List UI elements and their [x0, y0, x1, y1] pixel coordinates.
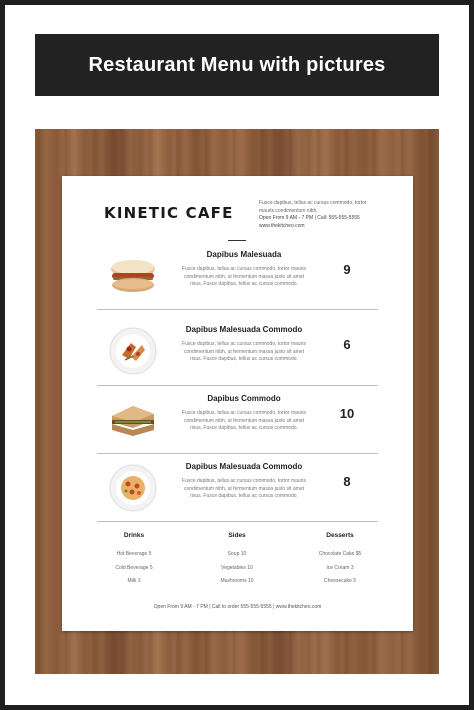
item-description-line: risus. Fusce dapibus, tellus ac cursus commodo. [190, 281, 298, 287]
column-row: Cheesecake 5 [324, 578, 356, 584]
menu-item [97, 242, 378, 310]
header-info [259, 200, 399, 230]
column-row: Milk 3 [127, 578, 141, 584]
item-description-line: condimentum nibh, ut fermentum massa justo sit amet [183, 485, 305, 492]
banner-title: Restaurant Menu with pictures [88, 53, 386, 76]
pasta-plate-photo-icon [109, 464, 157, 512]
desserts-column [295, 532, 385, 589]
menu-footer: Open From 9 AM - 7 PM | Call to order 555-555-5555 | www.thekitcheo.com [153, 604, 322, 610]
column-row: Ice Cream 3 [326, 564, 354, 571]
toast-sandwich-photo-icon [109, 396, 157, 444]
menu-sheet [62, 176, 413, 631]
item-description-line: Fusce dapibus, tellus ac cursus commodo, tortor mauris [182, 478, 306, 484]
item-divider [97, 309, 378, 310]
menu-item [97, 386, 378, 454]
item-description-line: risus. Fusce dapibus, tellus ac cursus commodo. [190, 493, 298, 499]
item-price: 6 [343, 337, 351, 352]
item-description-line: risus. Fusce dapibus, tellus ac cursus commodo. [190, 425, 298, 431]
title-divider [228, 240, 246, 241]
menu-item [97, 454, 378, 522]
item-description [177, 341, 311, 364]
plated-dish-photo-icon [109, 327, 157, 375]
sandwich-photo-icon [109, 252, 157, 300]
column-row: Vegetables 10 [221, 564, 253, 571]
item-description [177, 266, 311, 289]
header-hours: Open From 9 AM - 7 PM | Call: 555-555-5555 [259, 215, 360, 221]
item-name: Dapibus Malesuada Commodo [185, 325, 303, 334]
column-title: Sides [228, 532, 246, 539]
item-description-line: Fusce dapibus, tellus ac cursus commodo, tortor mauris [182, 266, 306, 272]
header-info-line: Fusce dapibus, tellus ac cursus commodo, tortor [259, 200, 367, 206]
item-description-line: Fusce dapibus, tellus ac cursus commodo, tortor mauris [182, 341, 306, 347]
item-price: 10 [339, 406, 355, 421]
item-divider [97, 521, 378, 522]
item-description-line: condimentum nibh, ut fermentum massa justo sit amet [183, 273, 305, 280]
column-row: Soup 10 [227, 551, 247, 557]
header-info-line: mauris condimentum nibh, [259, 207, 318, 214]
item-description-line: condimentum nibh, ut fermentum massa justo sit amet [183, 348, 305, 355]
item-description-line: Fusce dapibus, tellus ac cursus commodo, tortor mauris [182, 410, 306, 416]
item-description-line: risus. Fusce dapibus, tellus ac cursus commodo. [190, 356, 298, 362]
column-title: Desserts [326, 532, 354, 539]
column-row: Chocolate Cake $5 [318, 551, 362, 557]
menu-item [97, 317, 378, 385]
item-name: Dapibus Commodo [207, 394, 281, 403]
item-price: 9 [343, 262, 351, 277]
item-description [177, 410, 311, 433]
column-row: Cold Beverage 5 [115, 564, 153, 571]
item-name: Dapibus Malesuada [206, 250, 282, 259]
item-description [177, 478, 311, 501]
item-price: 8 [343, 474, 351, 489]
item-name: Dapibus Malesuada Commodo [185, 462, 303, 471]
banner [35, 34, 439, 96]
sides-column [192, 532, 282, 589]
cafe-name: KINETIC CAFE [104, 204, 234, 222]
column-row: Mushrooms 10 [220, 578, 254, 584]
item-description-line: condimentum nibh, ut fermentum massa justo sit amet [183, 417, 305, 424]
drinks-column [89, 532, 179, 589]
column-row: Hot Beverage 5 [116, 551, 152, 557]
column-title: Drinks [123, 532, 145, 539]
header-website: www.thekitcheo.com [259, 222, 305, 229]
